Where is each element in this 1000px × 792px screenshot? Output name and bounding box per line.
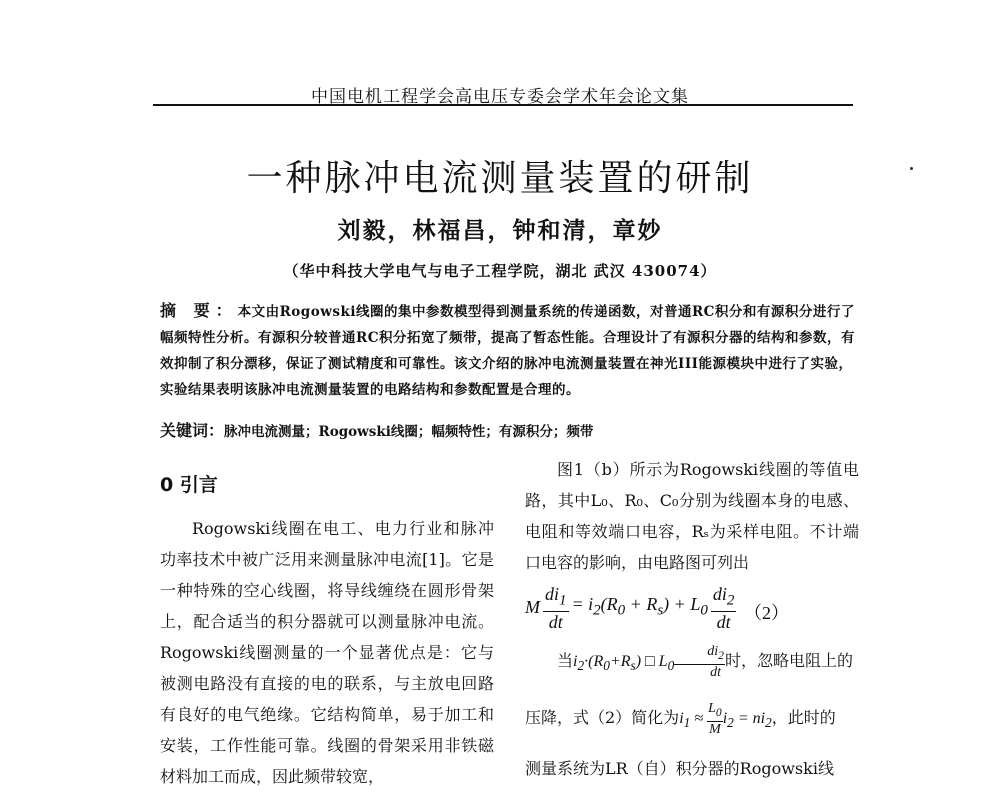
equation-2-number: （2）: [744, 603, 789, 623]
abstract-label: 摘 要：: [160, 301, 238, 320]
authors: 刘毅，林福昌，钟和清，章妙: [337, 217, 663, 244]
right-column: [525, 454, 859, 784]
system-paragraph: 测量系统为LR（自）积分器的Rogowski线: [525, 758, 834, 778]
equation-2-body: M $\frac{di_1}{dt}$ = $i_2(R_0 + R_s) + L_0$ $\frac{di_2}{dt}$: [525, 584, 735, 632]
abstract-text: 本文由Rogowski线圈的集中参数模型得到测量系统的传递函数，对普通RC积分和有源积分进行了幅频特性分析。有源积分较普通RC积分拓宽了频带，提高了暂态性能。合理设计了有源积分器的结构和参数，有效抑制了积分漂移，保证了测试精度和可靠性。该文介绍的脉冲电流测量装置在神光III能源模块中进行了实验，实验结果表明该脉冲电流测量装置的电路结构和参数配置是合理的。: [160, 304, 855, 398]
condition-paragraph: [525, 644, 859, 681]
condition-prefix: 当: [557, 651, 574, 671]
simplify-prefix: 压降，式（2）简化为: [525, 708, 680, 728]
left-column: [160, 470, 494, 792]
simplify-suffix: ，此时的: [771, 708, 836, 728]
affiliation: （华中科技大学电气与电子工程学院，湖北 武汉 430074）: [283, 262, 717, 280]
equation-2: [525, 584, 859, 640]
intro-paragraph: Rogowski线圈在电工、电力行业和脉冲功率技术中被广泛用来测量脉冲电流[1]。它是一种特殊的空心线圈，将导线缠绕在圆形骨架上，配合适当的积分器就可以测量脉冲电流。Rogowski线圈测量的一个显著优点是：它与被测电路没有直接的电的联系，与主放电回路有良好的电气绝缘。它结构简单，易于加工和安装，工作性能可靠。线圈的骨架采用非铁磁材料加工而成，因此频带较宽，: [160, 519, 494, 786]
running-header: 中国电机工程学会高电压专委会学术年会论文集: [311, 87, 689, 107]
paper-title: 一种脉冲电流测量装置的研制: [246, 158, 754, 199]
abstract: [160, 298, 860, 403]
keywords: [160, 418, 860, 441]
condition-suffix: 时，忽略电阻上的: [724, 651, 853, 671]
header-rule: [153, 104, 853, 106]
condition-math: $i_2\cdot(R_0+R_s)$ □ $L_0$ $\frac{di_2}{dt}$: [573, 644, 724, 680]
circuit-paragraph: 图1（b）所示为Rogowski线圈的等值电路，其中L₀、R₀、C₀分别为线圈本身的电感、电阻和等效端口电容，Rₛ为采样电阻。不计端口电容的影响，由电路图可列出: [525, 460, 859, 572]
section-title: 0 引言: [160, 474, 218, 496]
keywords-label: 关键词：: [160, 421, 225, 440]
simplify-math: $i_1$ ≈ $\frac{L_0}{M}$ $i_2 = ni_2$: [679, 701, 772, 738]
simplify-paragraph: [525, 701, 859, 738]
keywords-text: 脉冲电流测量；Rogowski线圈；幅频特性；有源积分；频带: [224, 424, 594, 440]
